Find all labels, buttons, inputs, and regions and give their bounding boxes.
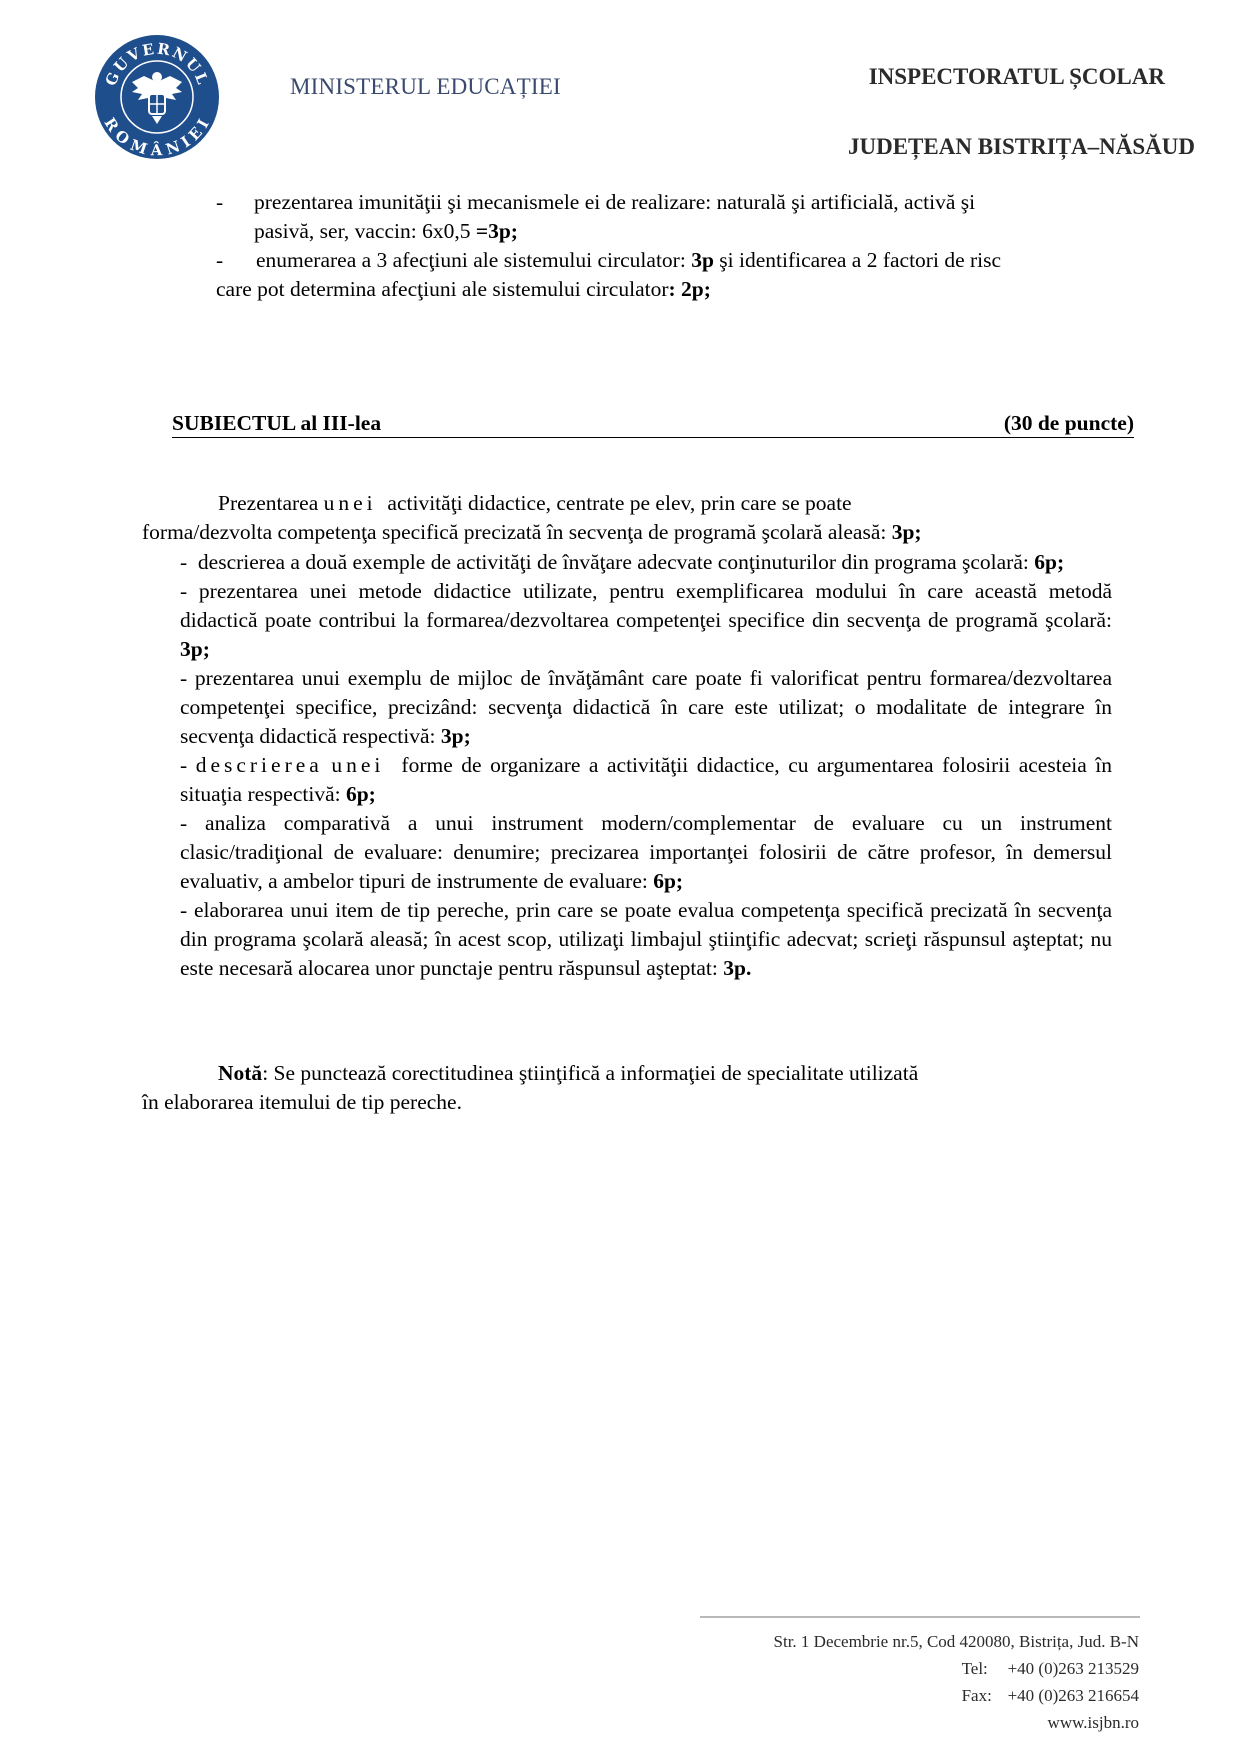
item-text: - prezentarea unei metode didactice utilizate, pentru exemplificarea modului în care această metodă didactică poate contribui la formarea/dezvoltarea competenţei specifice din secvenţa de programă şcolară:: [180, 579, 1112, 632]
list-item: [180, 896, 1112, 983]
item-spaced: descrierea: [195, 753, 323, 777]
item-text: - elaborarea unui item de tip pereche, prin care se poate evalua competenţa specifică precizată în secvenţa din programa şcolară aleasă; în acest scop, utilizaţi limbajul ştiinţific adecvat; scrieţi răspunsul aşteptat; nu este necesară alocarea unor punctaje pentru răspunsul aşteptat:: [180, 898, 1112, 980]
tel-number: +40 (0)263 213529: [1007, 1659, 1139, 1678]
heading-underline: [172, 437, 1134, 438]
bullet-line: şi identificarea a 2 factori de risc: [713, 248, 1002, 272]
list-item: [180, 664, 1112, 751]
fax-label: Fax:: [961, 1686, 992, 1705]
ministry-name: MINISTERUL EDUCAȚIEI: [290, 74, 561, 99]
item-text: - prezentarea unui exemplu de mijloc de învăţământ care poate fi valorificat pentru formarea/dezvoltarea competenţei specifice, precizând: secvenţa didactică în care este utilizat; o modalitate de integrare în secvenţa didactică respectivă:: [180, 666, 1112, 748]
item-text: -: [180, 753, 196, 777]
score-bold: 3p: [691, 248, 714, 272]
score-bold: =3p;: [475, 219, 518, 243]
item-spaced: unei: [331, 753, 385, 777]
tel-label: Tel:: [961, 1659, 988, 1678]
footer-contact: [774, 1628, 1139, 1736]
note-text: în elaborarea itemului de tip pereche.: [142, 1090, 462, 1114]
intro-spaced: unei: [323, 491, 377, 515]
score-bold: 3p;: [440, 724, 471, 748]
bullet-line: care pot determina afecţiuni ale sistemului circulator: [216, 277, 669, 301]
government-seal-logo: [92, 32, 222, 162]
footer-divider: [700, 1616, 1140, 1618]
note-paragraph: [142, 1059, 1112, 1117]
criteria-list: [180, 548, 1118, 983]
item-text: forme de organizare a activităţii didactice, cu argumentarea folosirii acesteia în situaţia respectivă:: [180, 753, 1118, 806]
logo-top-text: GUVERNUL: [101, 39, 213, 89]
intro-paragraph: [142, 489, 1112, 547]
score-bold: 6p;: [1034, 550, 1065, 574]
bullet-dash: -: [216, 190, 224, 214]
intro-text: Prezentarea: [218, 491, 324, 515]
item-text: - analiza comparativă a unui instrument modern/complementar de evaluare cu un instrument clasic/tradiţional de evaluare: denumire; precizarea importanţei folosirii de către profesor, în demersul evaluativ, a ambelor tipuri de instrumente de evaluare:: [180, 811, 1112, 893]
fax-number: +40 (0)263 216654: [1007, 1686, 1139, 1705]
bullet-circulatory: [216, 246, 1136, 304]
list-item: [180, 577, 1112, 664]
list-item: [180, 548, 1112, 577]
score-bold: 6p;: [345, 782, 376, 806]
bullet-line: enumerarea a 3 afecţiuni ale sistemului circulator:: [256, 248, 692, 272]
inspectorate-line-1: INSPECTORATUL ȘCOLAR: [868, 64, 1165, 89]
intro-text: activităţi didactice, centrate pe elev, prin care se poate: [376, 491, 852, 515]
score-bold: 6p;: [653, 869, 684, 893]
list-item: [180, 751, 1118, 809]
logo-bottom-text: ROMÂNIEI: [100, 114, 214, 160]
score-bold: 3p;: [891, 520, 922, 544]
score-bold: 3p;: [180, 637, 210, 661]
note-text: : Se punctează corectitudinea ştiinţifică a informaţiei de specialitate utilizată: [262, 1061, 919, 1085]
list-item: [180, 809, 1112, 896]
bullet-dash: -: [216, 248, 224, 272]
website-link[interactable]: www.isjbn.ro: [1047, 1713, 1139, 1732]
score-bold: 3p.: [723, 956, 752, 980]
footer-address: Str. 1 Decembrie nr.5, Cod 420080, Bistrița, Jud. B-N: [773, 1632, 1139, 1651]
bullet-line: prezentarea imunităţii şi mecanismele ei de realizare: naturală şi artificială, activă şi: [254, 190, 976, 214]
bullet-line: pasivă, ser, vaccin: 6x0,5: [254, 219, 476, 243]
subject-points: (30 de puncte): [1003, 411, 1134, 435]
note-label: Notă: [218, 1061, 263, 1085]
score-bold: : 2p;: [668, 277, 711, 301]
subject-title: SUBIECTUL al III-lea: [172, 411, 382, 435]
bullet-immunity: [216, 188, 1136, 246]
item-text: - descrierea a două exemple de activităţi de învăţare adecvate conţinuturilor din programa şcolară:: [180, 550, 1035, 574]
inspectorate-line-2: JUDEȚEAN BISTRIȚA–NĂSĂUD: [848, 134, 1195, 159]
intro-text: forma/dezvolta competenţa specifică precizată în secvenţa de programă şcolară aleasă:: [142, 520, 892, 544]
